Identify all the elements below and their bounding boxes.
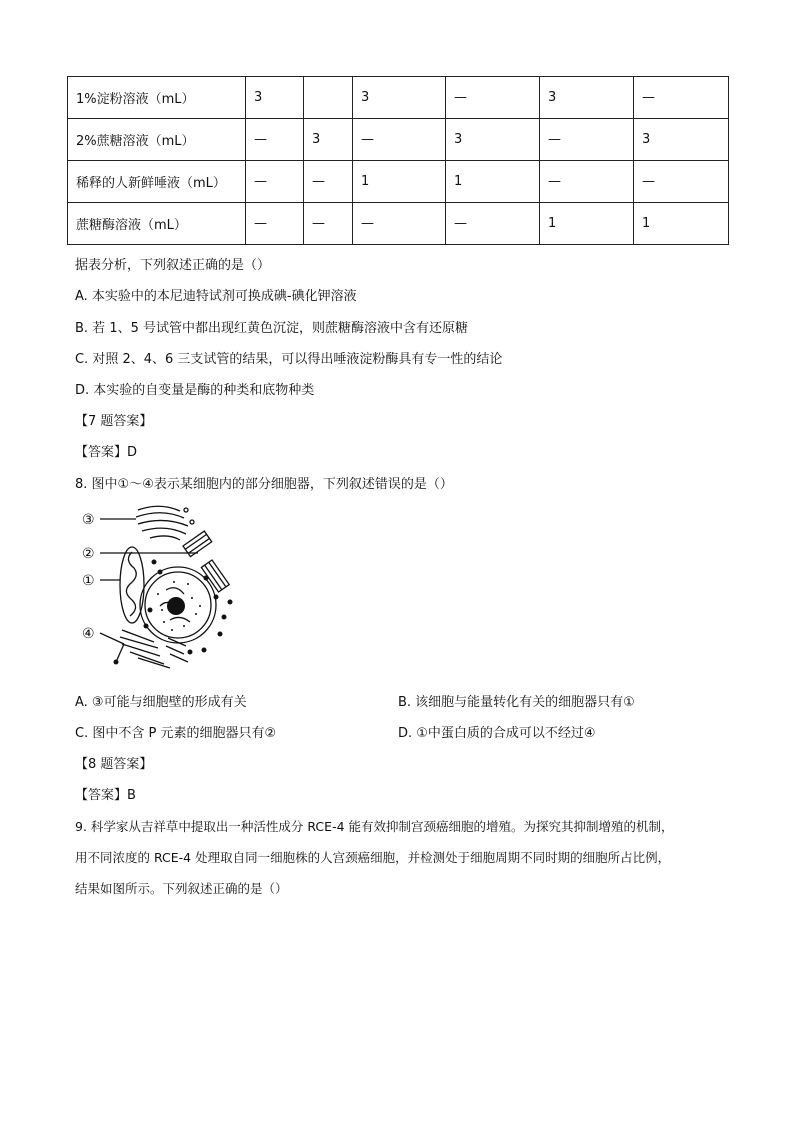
- table-cell: —: [446, 203, 540, 245]
- label-organelle-1: ①: [82, 573, 95, 589]
- table-cell: —: [540, 119, 634, 161]
- table-cell: —: [446, 77, 540, 119]
- q8-option-a: A. ③可能与细胞壁的形成有关: [75, 695, 247, 710]
- q7-answer-heading: 【7 题答案】: [75, 414, 153, 429]
- table-cell: [304, 77, 353, 119]
- table-cell: 1: [634, 203, 729, 245]
- label-organelle-2: ②: [82, 546, 95, 562]
- table-row: [68, 119, 729, 161]
- table-row: [68, 203, 729, 245]
- row-label: 1%淀粉溶液（mL）: [68, 77, 246, 119]
- table-cell: —: [540, 161, 634, 203]
- table-cell: 1: [353, 161, 446, 203]
- table-cell: —: [634, 77, 729, 119]
- table-cell: —: [246, 119, 304, 161]
- row-label: 蔗糖酶溶液（mL）: [68, 203, 246, 245]
- table-row: [68, 161, 729, 203]
- label-organelle-3: ③: [82, 512, 95, 528]
- q9-line-1: 9. 科学家从吉祥草中提取出一种活性成分 RCE-4 能有效抑制宫颈癌细胞的增殖。为探究其抑制增殖的机制，: [75, 819, 674, 834]
- q9-line-2: 用不同浓度的 RCE-4 处理取自同一细胞株的人宫颈癌细胞，并检测处于细胞周期不同时期的细胞所占比例，: [75, 850, 671, 865]
- table-cell: 3: [304, 119, 353, 161]
- experiment-table: [67, 76, 729, 245]
- row-label: 2%蔗糖溶液（mL）: [68, 119, 246, 161]
- table-cell: —: [353, 119, 446, 161]
- q8-stem: 8. 图中①～④表示某细胞内的部分细胞器，下列叙述错误的是（）: [75, 477, 453, 492]
- q8-option-d: D. ①中蛋白质的合成可以不经过④: [398, 726, 596, 741]
- q7-option-c: C. 对照 2、4、6 三支试管的结果，可以得出唾液淀粉酶具有专一性的结论: [75, 352, 503, 367]
- q8-answer: 【答案】B: [75, 788, 136, 803]
- table-cell: 3: [634, 119, 729, 161]
- table-cell: 1: [540, 203, 634, 245]
- q7-option-d: D. 本实验的自变量是酶的种类和底物种类: [75, 383, 315, 398]
- q8-option-c: C. 图中不含 P 元素的细胞器只有②: [75, 726, 277, 741]
- row-label: 稀释的人新鲜唾液（mL）: [68, 161, 246, 203]
- table-cell: —: [246, 161, 304, 203]
- table-row: [68, 77, 729, 119]
- table-cell: —: [304, 161, 353, 203]
- q7-answer: 【答案】D: [75, 445, 138, 460]
- q7-option-a: A. 本实验中的本尼迪特试剂可换成碘-碘化钾溶液: [75, 289, 357, 304]
- q8-option-b: B. 该细胞与能量转化有关的细胞器只有①: [398, 695, 635, 710]
- table-cell: —: [634, 161, 729, 203]
- q7-option-b: B. 若 1、5 号试管中都出现红黄色沉淀，则蔗糖酶溶液中含有还原糖: [75, 321, 468, 336]
- table-cell: 3: [446, 119, 540, 161]
- q7-stem: 据表分析，下列叙述正确的是（）: [75, 258, 271, 273]
- table-cell: —: [353, 203, 446, 245]
- table-cell: 1: [446, 161, 540, 203]
- table-cell: —: [304, 203, 353, 245]
- q8-answer-heading: 【8 题答案】: [75, 757, 153, 772]
- table-cell: 3: [353, 77, 446, 119]
- label-organelle-4: ④: [82, 626, 95, 642]
- q9-line-3: 结果如图所示。下列叙述正确的是（）: [75, 881, 288, 896]
- table-cell: 3: [246, 77, 304, 119]
- table-cell: 3: [540, 77, 634, 119]
- table-cell: —: [246, 203, 304, 245]
- cell-organelle-diagram: [80, 502, 255, 672]
